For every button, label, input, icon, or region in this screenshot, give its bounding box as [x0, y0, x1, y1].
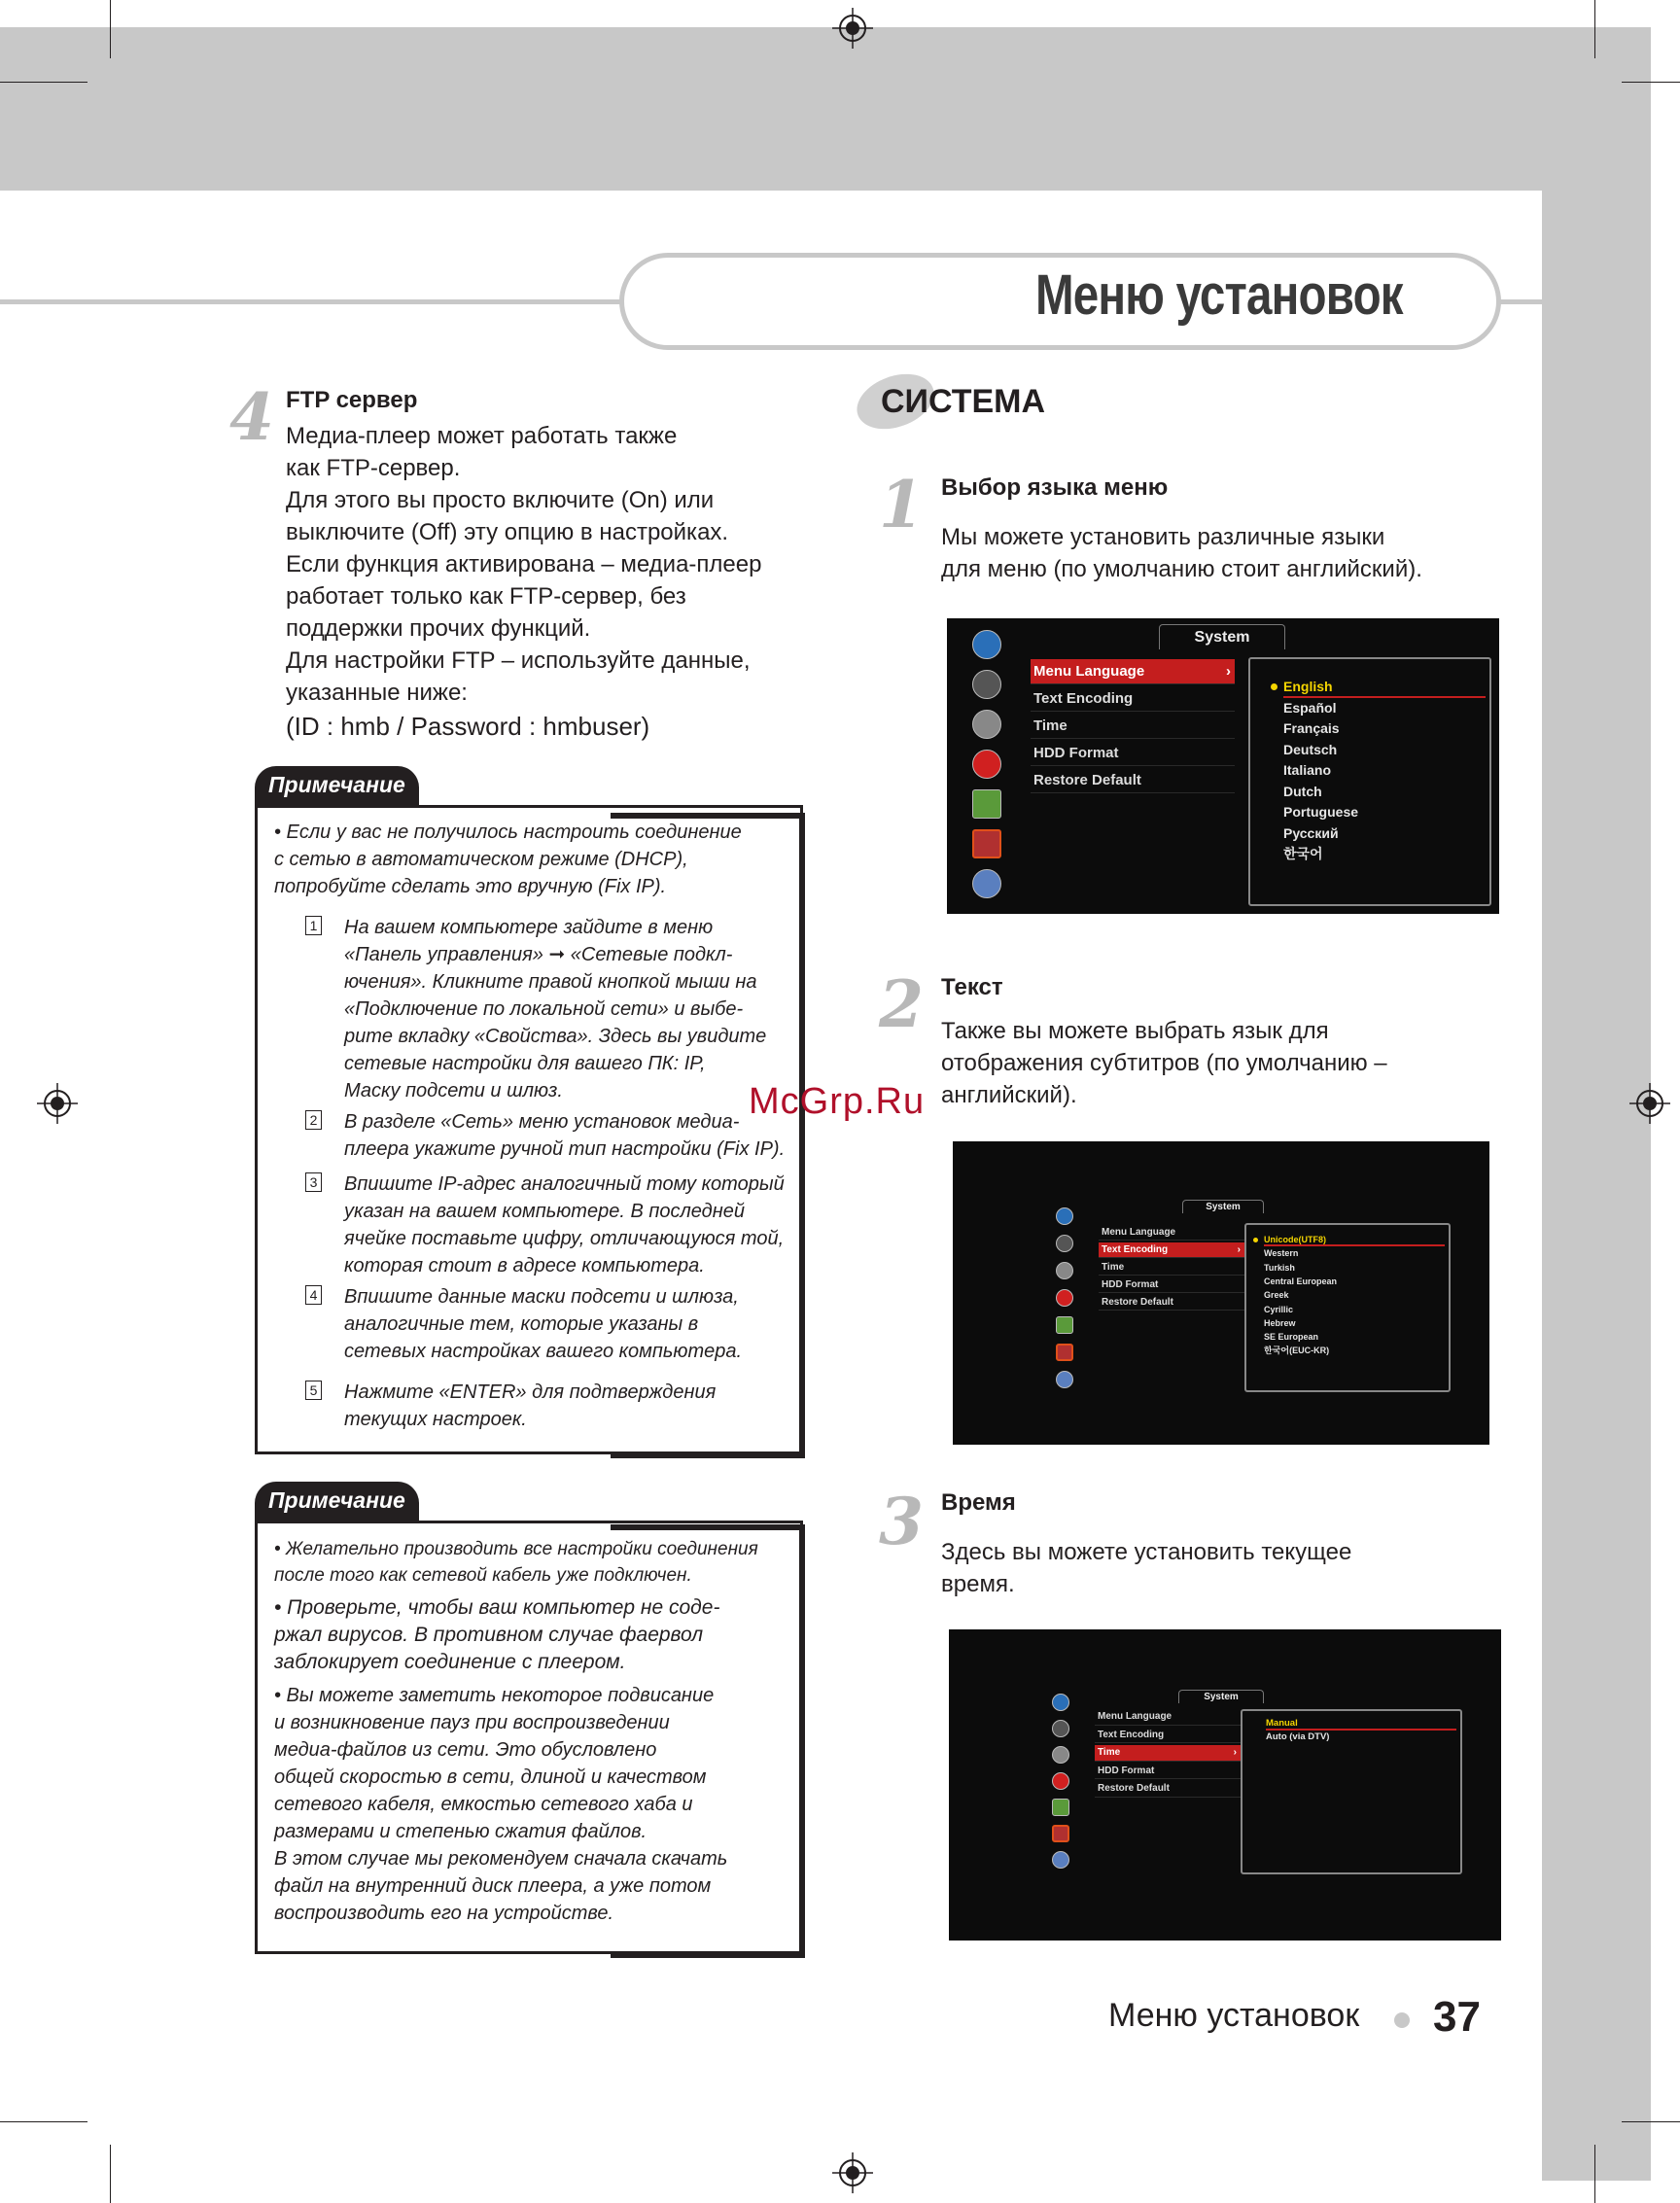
photo-icon	[1052, 1799, 1069, 1816]
photo-icon	[972, 789, 1001, 819]
step-text	[344, 1283, 742, 1365]
step-line: Маску подсети и шлюз.	[344, 1080, 563, 1102]
option-item: Central European	[1264, 1276, 1338, 1286]
selection-line	[1283, 696, 1486, 698]
menu-item: Restore Default	[1099, 1295, 1244, 1311]
option-item: Deutsch	[1283, 741, 1338, 757]
text-line: выключите (Off) эту опцию в настройках.	[286, 519, 729, 545]
screenshot-menu-language	[947, 618, 1499, 914]
step-line: ячейке поставьте цифру, отличающуюся той,	[344, 1228, 785, 1249]
section-number: 2	[879, 966, 924, 1042]
selection-dot-icon	[1253, 1238, 1258, 1242]
menu-item: Menu Language	[1095, 1709, 1241, 1726]
registration-mark-icon	[37, 1083, 78, 1124]
option-item: Italiano	[1283, 762, 1332, 778]
gear-icon	[972, 869, 1001, 898]
selection-line	[1264, 1244, 1445, 1246]
headphones-icon	[972, 670, 1001, 699]
ftp-heading: FTP сервер	[286, 387, 418, 413]
text-line: медиа-файлов из сети. Это обусловлено	[274, 1739, 657, 1761]
step-line: указан на вашем компьютере. В последней	[344, 1201, 745, 1222]
text-line: заблокирует соединение с плеером.	[274, 1651, 626, 1673]
text-line: В этом случае мы рекомендуем сначала скачать	[274, 1848, 728, 1870]
text-line: попробуйте сделать это вручную (Fix IP).	[274, 876, 667, 897]
text-line: • Желательно производить все настройки соединения	[274, 1539, 758, 1559]
step-number: 3	[305, 1172, 322, 1192]
tv-icon	[1052, 1694, 1069, 1711]
note-bullet	[274, 1536, 758, 1589]
section-number: 3	[879, 1484, 924, 1559]
text-line: Мы можете установить различные языки	[941, 524, 1385, 550]
menu-language-heading: Выбор языка меню	[941, 474, 1169, 501]
text-line: воспроизводить его на устройстве.	[274, 1903, 614, 1924]
record-icon	[1056, 1289, 1073, 1307]
tv-icon	[1056, 1207, 1073, 1225]
text-line: после того как сетевой кабель уже подключен.	[274, 1565, 692, 1586]
option-item: Portuguese	[1283, 804, 1359, 820]
step-line: «Подключение по локальной сети» и выбе-	[344, 998, 744, 1020]
ftp-text	[286, 420, 761, 709]
option-item: 한국어	[1283, 846, 1323, 861]
chevron-right-icon: ›	[1226, 663, 1231, 680]
menu-item: Text Encoding	[1095, 1728, 1241, 1744]
note-bullet	[274, 1682, 727, 1927]
chevron-right-icon: ›	[1233, 1747, 1237, 1758]
step-number: 2	[305, 1110, 322, 1130]
screen-title: System	[1178, 1690, 1264, 1703]
option-item: Greek	[1264, 1290, 1289, 1301]
menu-language-text	[941, 521, 1422, 585]
option-item: SE European	[1264, 1332, 1319, 1343]
photo-selected-icon	[1052, 1825, 1069, 1842]
step-line: На вашем компьютере зайдите в меню	[344, 917, 714, 938]
registration-mark-icon	[832, 2152, 873, 2193]
menu-item: HDD Format	[1099, 1277, 1244, 1293]
selection-line	[1266, 1729, 1456, 1731]
option-item: Western	[1264, 1248, 1299, 1259]
page-title: Меню установок	[1035, 263, 1403, 327]
note-tab: Примечание	[255, 1482, 419, 1521]
text-line: время.	[941, 1571, 1015, 1597]
page-number: 37	[1433, 1993, 1481, 2041]
text-line: указанные ниже:	[286, 680, 468, 706]
text-line: Если функция активирована – медиа-плеер	[286, 551, 762, 577]
option-item: Español	[1283, 699, 1337, 716]
step-line: сетевые настройки для вашего ПК: IP,	[344, 1053, 706, 1074]
text-line: ржал вирусов. В противном случае фаервол	[274, 1624, 704, 1646]
menu-item: Time	[1099, 1260, 1244, 1276]
menu-item: HDD Format	[1095, 1764, 1241, 1780]
step-line: В разделе «Сеть» меню установок медиа-	[344, 1111, 740, 1133]
menu-item: Text Encoding ›	[1099, 1242, 1244, 1258]
option-item: Turkish	[1264, 1262, 1295, 1273]
text-line: Для этого вы просто включите (On) или	[286, 487, 715, 513]
step-number: 4	[305, 1285, 322, 1305]
note-intro	[274, 819, 742, 900]
photo-selected-icon	[972, 829, 1001, 858]
option-item: Unicode(UTF8)	[1264, 1235, 1326, 1244]
record-icon	[1052, 1772, 1069, 1790]
screenshot-text-encoding	[953, 1141, 1489, 1445]
option-item: Dutch	[1283, 783, 1322, 799]
step-text	[344, 1379, 716, 1433]
menu-item: Restore Default	[1031, 768, 1235, 793]
step-number: 5	[305, 1381, 322, 1400]
text-heading: Текст	[941, 974, 1003, 1000]
text-line: поддержки прочих функций.	[286, 615, 591, 642]
photo-icon	[1056, 1316, 1073, 1334]
photo-selected-icon	[1056, 1344, 1073, 1361]
headphones-icon	[1052, 1720, 1069, 1737]
film-reel-icon	[1052, 1746, 1069, 1764]
step-line: Впишите IP-адрес аналогичный тому который	[344, 1173, 785, 1195]
step-line: ючения». Кликните правой кнопкой мыши на	[344, 971, 757, 993]
gear-icon	[1056, 1371, 1073, 1388]
step-line: Нажмите «ENTER» для подтверждения	[344, 1381, 717, 1403]
step-line: «Панель управления» ➞ «Сетевые подкл-	[344, 944, 733, 965]
step-line: текущих настроек.	[344, 1409, 527, 1430]
registration-mark-icon	[1629, 1083, 1670, 1124]
text-line: отображения субтитров (по умолчанию –	[941, 1050, 1387, 1076]
text-line: • Проверьте, чтобы ваш компьютер не соде-	[274, 1596, 720, 1619]
headphones-icon	[1056, 1235, 1073, 1252]
option-item: Auto (via DTV)	[1266, 1731, 1330, 1742]
header-band	[0, 27, 1651, 191]
chevron-right-icon: ›	[1237, 1244, 1241, 1255]
text-line: • Вы можете заметить некоторое подвисание	[274, 1685, 715, 1706]
option-item: Hebrew	[1264, 1317, 1296, 1328]
registration-mark-icon	[832, 8, 873, 49]
section-number: 4	[229, 379, 274, 455]
note-bullet	[274, 1594, 719, 1676]
text-line: как FTP-сервер.	[286, 455, 461, 481]
menu-item: Time ›	[1095, 1745, 1241, 1762]
step-line: Впишите данные маски подсети и шлюза,	[344, 1286, 739, 1308]
text-line: английский).	[941, 1082, 1077, 1108]
text-encoding-text	[941, 1015, 1387, 1111]
text-line: общей скоростью в сети, длиной и качеством	[274, 1766, 707, 1788]
ftp-credentials: (ID : hmb / Password : hmbuser)	[286, 712, 650, 741]
text-line: • Если у вас не получилось настроить соединение	[274, 822, 742, 843]
menu-item: Time	[1031, 714, 1235, 739]
time-text	[941, 1536, 1351, 1600]
option-item: 한국어(EUC-KR)	[1264, 1346, 1330, 1356]
text-line: файл на внутренний диск плеера, а уже потом	[274, 1875, 712, 1897]
step-line: рите вкладку «Свойства». Здесь вы увидите	[344, 1026, 767, 1047]
record-icon	[972, 750, 1001, 779]
tv-icon	[972, 630, 1001, 659]
text-line: сетевого кабеля, емкостью сетевого хаба и	[274, 1794, 693, 1815]
text-line: с сетью в автоматическом режиме (DHCP),	[274, 849, 688, 870]
step-text	[344, 1108, 785, 1163]
menu-item: Restore Default	[1095, 1781, 1241, 1798]
option-item: Français	[1283, 720, 1340, 736]
menu-item: Menu Language	[1099, 1225, 1244, 1241]
step-line: плеера укажите ручной тип настройки (Fix IP).	[344, 1138, 786, 1160]
text-line: размерами и степенью сжатия файлов.	[274, 1821, 648, 1842]
screen-title: System	[1182, 1200, 1264, 1213]
text-line: и возникновение пауз при воспроизведении	[274, 1712, 670, 1733]
text-line: работает только как FTP-сервер, без	[286, 583, 686, 610]
step-text	[344, 914, 766, 1104]
text-line: Также вы можете выбрать язык для	[941, 1018, 1329, 1044]
step-line: сетевых настройках вашего компьютера.	[344, 1341, 743, 1362]
step-line: аналогичные тем, которые указаны в	[344, 1313, 699, 1335]
system-heading: СИСТЕМА	[881, 383, 1046, 420]
screenshot-time	[949, 1629, 1501, 1941]
watermark: McGrp.Ru	[749, 1081, 926, 1122]
film-reel-icon	[972, 710, 1001, 739]
text-line: Медиа-плеер может работать также	[286, 423, 678, 449]
text-line: для меню (по умолчанию стоит английский).	[941, 556, 1422, 582]
option-item: Русский	[1283, 824, 1339, 841]
menu-item: HDD Format	[1031, 741, 1235, 766]
step-number: 1	[305, 916, 322, 935]
option-item: English	[1283, 679, 1333, 694]
option-item: Manual	[1266, 1718, 1298, 1729]
step-line: которая стоит в адресе компьютера.	[344, 1255, 705, 1276]
time-heading: Время	[941, 1489, 1016, 1516]
film-reel-icon	[1056, 1262, 1073, 1279]
gear-icon	[1052, 1851, 1069, 1869]
screen-title: System	[1159, 624, 1285, 649]
section-number: 1	[879, 467, 924, 542]
note-tab: Примечание	[255, 766, 419, 805]
menu-item: Text Encoding	[1031, 686, 1235, 712]
footer-label: Меню установок	[1108, 1997, 1360, 2034]
step-text	[344, 1171, 785, 1279]
option-item: Cyrillic	[1264, 1304, 1294, 1314]
text-line: Здесь вы можете установить текущее	[941, 1539, 1352, 1565]
text-line: Для настройки FTP – используйте данные,	[286, 647, 751, 674]
menu-item: Menu Language ›	[1031, 659, 1235, 684]
